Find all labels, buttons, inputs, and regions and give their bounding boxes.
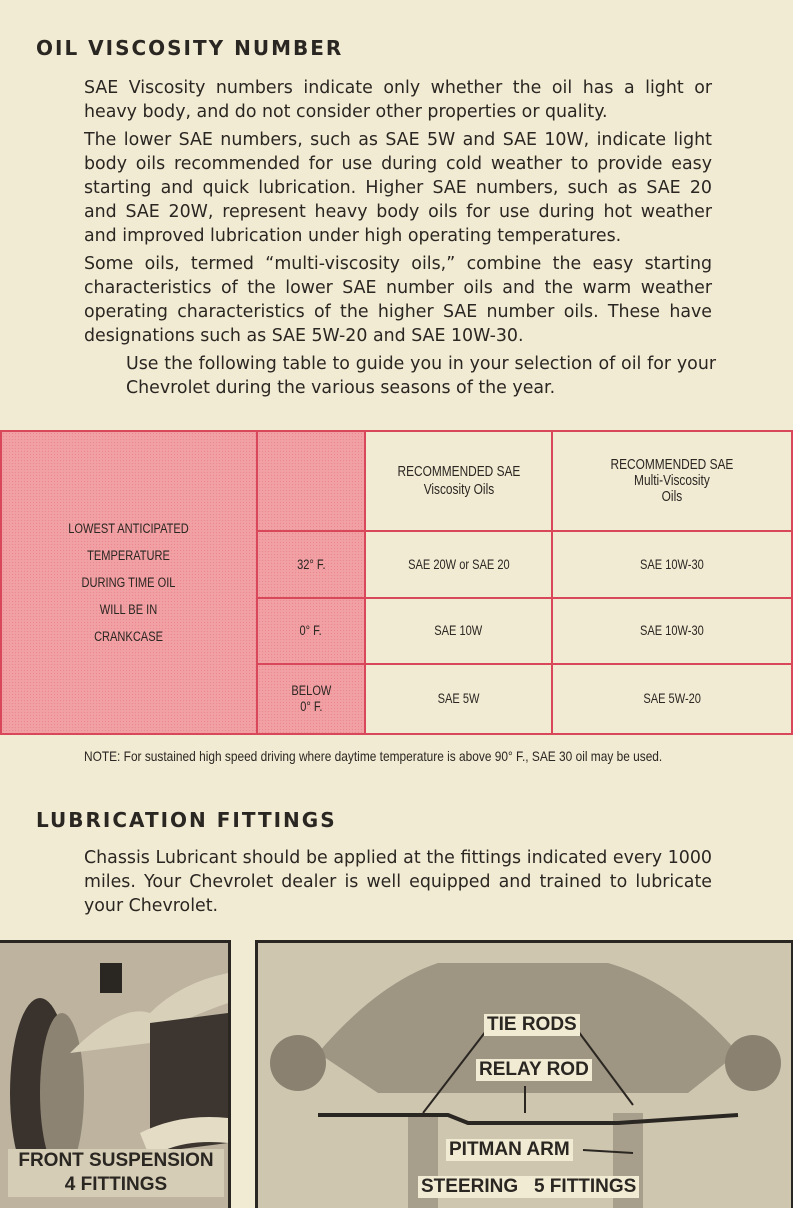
col-header-multi: RECOMMENDED SAE Multi-Viscosity Oils: [552, 431, 792, 531]
paragraph: Chassis Lubricant should be applied at the fittings indicated every 1000 miles. Your Chevrolet dealer is well equipped and trained to lubricate your Chevrolet.: [84, 848, 712, 916]
oil-viscosity-heading: OIL VISCOSITY NUMBER: [36, 36, 344, 60]
tie-rods-label: TIE RODS: [484, 1014, 580, 1036]
pitman-arm-label: PITMAN ARM: [446, 1139, 573, 1161]
row-header-line: CRANKCASE: [94, 629, 164, 644]
multi-oil-cell: SAE 10W-30: [552, 531, 792, 598]
row-header-line: WILL BE IN: [100, 602, 158, 617]
steering-photo: [255, 940, 793, 1208]
temp-header-cell: [257, 431, 365, 531]
single-oil-cell: SAE 20W or SAE 20: [365, 531, 552, 598]
table-note: NOTE: For sustained high speed driving where daytime temperature is above 90° F., SAE 30 oil may be used.: [84, 748, 663, 764]
paragraph: The lower SAE numbers, such as SAE 5W and SAE 10W, indicate light body oils recommended for use during cold weather to provide easy starting and quick lubrication. Higher SAE numbers, such as SAE 20 and SAE 20W, represent heavy body oils for use during hot weather and improved lubrication under high operating temperatures.: [84, 130, 712, 246]
paragraph: Some oils, termed “multi-viscosity oils,” combine the easy starting characteristics of the lower SAE number oils and the warm weather operating characteristics of the higher SAE number oils. These have designations such as SAE 5W-20 and SAE 10W-30.: [84, 254, 712, 346]
temp-cell: BELOW 0° F.: [257, 664, 365, 734]
multi-oil-cell: SAE 10W-30: [552, 598, 792, 664]
temp-cell: 32° F.: [257, 531, 365, 598]
temp-cell: 0° F.: [257, 598, 365, 664]
front-suspension-photo: [0, 940, 231, 1208]
single-oil-cell: SAE 10W: [365, 598, 552, 664]
steering-caption: STEERING 5 FITTINGS: [418, 1176, 639, 1198]
row-header-line: TEMPERATURE: [87, 548, 171, 563]
row-header-line: DURING TIME OIL: [82, 575, 176, 590]
row-header-cell: [1, 431, 257, 734]
paragraph: Use the following table to guide you in your selection of oil for your Chevrolet during the various seasons of the year.: [126, 354, 716, 398]
lubrication-heading: LUBRICATION FITTINGS: [36, 808, 337, 832]
relay-rod-label: RELAY ROD: [476, 1059, 592, 1081]
col-header-single: RECOMMENDED SAE Viscosity Oils: [365, 431, 552, 531]
single-oil-cell: SAE 5W: [365, 664, 552, 734]
oil-selection-table: [0, 430, 793, 735]
front-suspension-caption: FRONT SUSPENSION 4 FITTINGS: [8, 1149, 224, 1197]
multi-oil-cell: SAE 5W-20: [552, 664, 792, 734]
row-header-line: LOWEST ANTICIPATED: [68, 521, 190, 536]
paragraph: SAE Viscosity numbers indicate only whether the oil has a light or heavy body, and do not consider other properties or quality.: [84, 78, 712, 122]
